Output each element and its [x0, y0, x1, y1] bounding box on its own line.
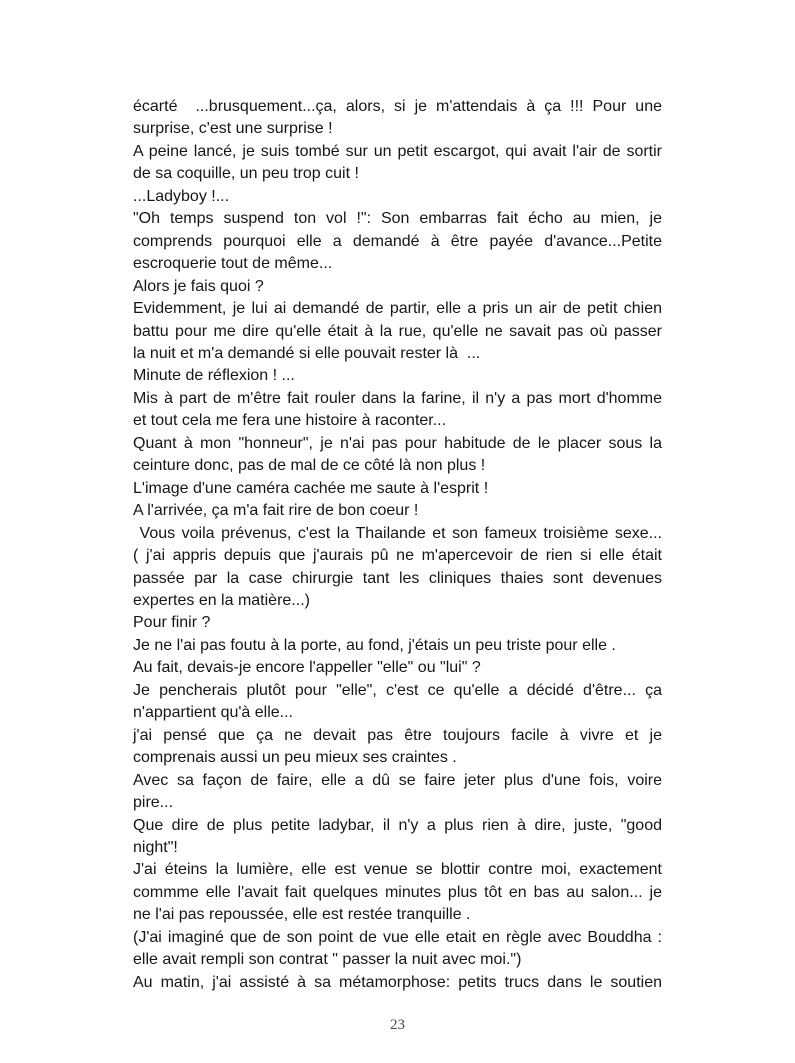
- text-line: Minute de réflexion ! ...: [133, 367, 295, 385]
- text-line: ( j'ai appris depuis que j'aurais pû ne m'apercevoir de rien si elle était: [133, 547, 662, 565]
- text-line: surprise, c'est une surprise !: [133, 120, 333, 138]
- text-line: Alors je fais quoi ?: [133, 277, 264, 295]
- text-line: Je ne l'ai pas foutu à la porte, au fond, j'étais un peu triste pour elle .: [133, 636, 616, 654]
- text-line: ceinture donc, pas de mal de ce côté là non plus !: [133, 457, 486, 475]
- text-line: passée par la case chirurgie tant les cliniques thaies sont devenues: [133, 569, 662, 587]
- text-line: A l'arrivée, ça m'a fait rire de bon coeur !: [133, 502, 419, 520]
- text-line: la nuit et m'a demandé si elle pouvait rester là ...: [133, 344, 481, 362]
- page-text: [133, 96, 662, 994]
- text-line: Au matin, j'ai assisté à sa métamorphose: petits trucs dans le soutien: [133, 973, 662, 991]
- text-line: battu pour me dire qu'elle était à la rue, qu'elle ne savait pas où passer: [133, 322, 662, 340]
- text-line: expertes en la matière...): [133, 591, 310, 609]
- text-line: "Oh temps suspend ton vol !": Son embarras fait écho au mien, je: [133, 210, 662, 228]
- text-line: de sa coquille, un peu trop cuit !: [133, 165, 359, 183]
- text-line: A peine lancé, je suis tombé sur un petit escargot, qui avait l'air de sortir: [133, 142, 662, 160]
- text-line: escroquerie tout de même...: [133, 255, 333, 273]
- text-line: Que dire de plus petite ladybar, il n'y a plus rien à dire, juste, "good: [133, 816, 662, 834]
- text-line: Pour finir ?: [133, 614, 211, 632]
- text-line: elle avait rempli son contrat " passer la nuit avec moi."): [133, 951, 522, 969]
- text-line: Je pencherais plutôt pour "elle", c'est ce qu'elle a décidé d'être... ça: [133, 681, 662, 699]
- text-line: Quant à mon "honneur", je n'ai pas pour habitude de le placer sous la: [133, 434, 662, 452]
- text-line: j'ai pensé que ça ne devait pas être toujours facile à vivre et je: [133, 726, 662, 744]
- text-line: pire...: [133, 794, 174, 812]
- text-line: n'appartient qu'à elle...: [133, 704, 293, 722]
- text-line: Mis à part de m'être fait rouler dans la farine, il n'y a pas mort d'homme: [133, 389, 662, 407]
- text-line: écarté ...brusquement...ça, alors, si je m'attendais à ça !!! Pour une: [133, 98, 662, 115]
- text-line: et tout cela me fera une histoire à raconter...: [133, 412, 447, 430]
- text-line: Avec sa façon de faire, elle a dû se faire jeter plus d'une fois, voire: [133, 771, 662, 789]
- text-line: commme elle l'avait fait quelques minutes plus tôt en bas au salon... je: [133, 883, 662, 901]
- text-line: ne l'ai pas repoussée, elle est restée tranquille .: [133, 906, 471, 924]
- text-line: Evidemment, je lui ai demandé de partir, elle a pris un air de petit chien: [133, 300, 662, 318]
- text-line: comprends pourquoi elle a demandé à être payée d'avance...Petite: [133, 232, 662, 250]
- text-line: ...Ladyboy !...: [133, 187, 230, 205]
- text-line: J'ai éteins la lumière, elle est venue se blottir contre moi, exactement: [133, 861, 662, 879]
- text-line: (J'ai imaginé que de son point de vue elle etait en règle avec Bouddha :: [133, 928, 662, 946]
- text-line: Vous voila prévenus, c'est la Thailande et son fameux troisième sexe...: [133, 524, 662, 542]
- page-number: 23: [390, 1017, 405, 1033]
- text-line: Au fait, devais-je encore l'appeller "elle" ou "lui" ?: [133, 659, 481, 677]
- text-line: comprenais aussi un peu mieux ses craintes .: [133, 749, 457, 767]
- text-line: L'image d'une caméra cachée me saute à l'esprit !: [133, 479, 489, 497]
- text-line: night"!: [133, 838, 178, 856]
